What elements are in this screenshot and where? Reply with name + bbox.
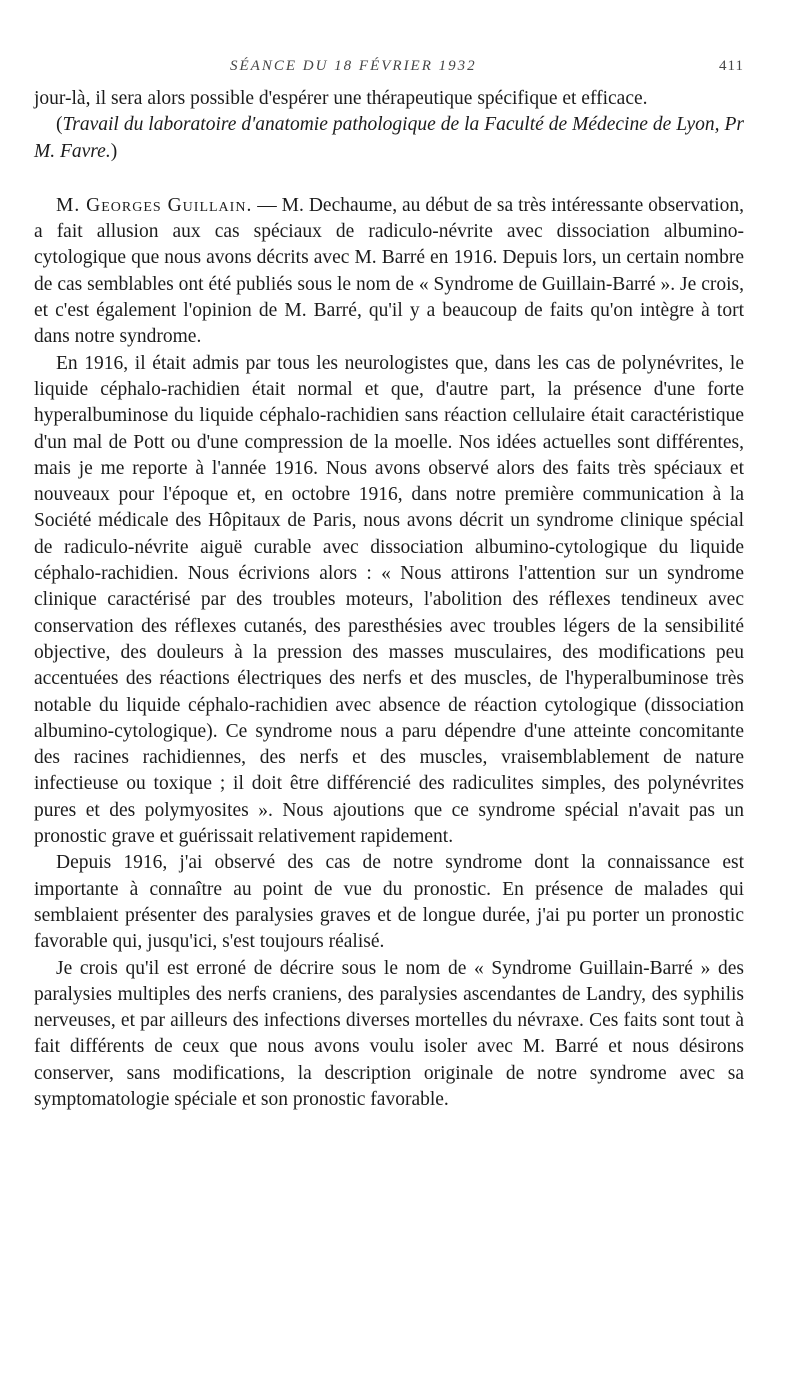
running-header: [34, 58, 744, 75]
lab-credit: (Travail du laboratoire d'anatomie pathologique de la Faculté de Médecine de Lyon, Pr M. Favre.): [34, 114, 744, 162]
paragraph-conclusion: Je crois qu'il est erroné de décrire sous le nom de « Syndrome Guillain-Barré » des paralysies multiples des nerfs craniens, des paralysies ascendantes de Landry, des syphilis nerveuses, et par ailleurs des infections diverses mortelles du névraxe. Ces faits sont tout à fait différents de ceux que nous avons voulu isoler avec M. Barré et nous désirons conserver, sans modifications, la description originale de notre syndrome avec sa symptomatologie spéciale et son pronostic favorable.: [34, 957, 744, 1110]
page-number: 411: [719, 58, 744, 74]
paragraph-history: En 1916, il était admis par tous les neurologistes que, dans les cas de polynévrites, le liquide céphalo-rachidien était normal et que, d'autre part, la présence d'une forte hyperalbuminose du liquide céphalo-rachidien sans réaction cellulaire était caractéristique d'un mal de Pott ou d'une compression de la moelle. Nos idées actuelles sont différentes, mais je me reporte à l'année 1916. Nous avons observé alors des faits très spéciaux et nouveaux pour l'époque et, en octobre 1916, dans notre première communication à la Société médicale des Hôpitaux de Paris, nous avons décrit un syndrome clinique spécial de radiculo-névrite aiguë curable avec dissociation albumino-cytologique du liquide céphalo-rachidien. Nous écrivions alors : « Nous attirons l'attention sur un syndrome clinique caractérisé par des troubles moteurs, l'abolition des réflexes tendineux avec conservation des réflexes cutanés, des paresthésies avec troubles légers de la sensibilité objective, des douleurs à la pression des masses musculaires, des modifications peu accentuées des réactions électriques des nerfs et des muscles, de l'hyperalbuminose très notable du liquide céphalo-rachidien avec absence de réaction cytologique (dissociation albumino-cytologique). Ce syndrome nous a paru dépendre d'une atteinte concomitante des racines rachidiennes, des nerfs et des muscles, vraisemblablement de nature infectieuse ou toxique ; il doit être différencié des radiculites simples, des polynévrites pures et des polymyosites ». Nous ajoutions que ce syndrome spécial n'avait pas un pronostic grave et guérissait relativement rapidement.: [34, 352, 744, 848]
paragraph-continuation: jour-là, il sera alors possible d'espérer une thérapeutique spécifique et efficace.: [34, 88, 648, 109]
section-gap: [34, 165, 744, 193]
discussion-intro-text: — M. Dechaume, au début de sa très intéressante observation, a fait allusion aux cas spéciaux de radiculo-névrite avec dissociation albumino-cytologique que nous avons décrits avec M. Barré en 1916. Depuis lors, un certain nombre de cas semblables ont été publiés sous le nom de « Syndrome de Guillain-Barré ». Je crois, et c'est également l'opinion de M. Barré, qu'il y a beaucoup de faits qu'on intègre à tort dans notre syndrome.: [34, 194, 744, 348]
speaker-name: M. Georges Guillain.: [56, 194, 253, 216]
body-text: [34, 86, 744, 1113]
header-title: SÉANCE DU 18 FÉVRIER 1932: [230, 58, 477, 74]
paragraph-prognosis: Depuis 1916, j'ai observé des cas de notre syndrome dont la connaissance est importante à connaître au point de vue du pronostic. En présence de malades qui semblaient présenter des paralysies graves et de longue durée, j'ai pu porter un pronostic favorable qui, jusqu'ici, s'est toujours réalisé.: [34, 852, 744, 953]
paragraph-discussion-intro: [34, 193, 744, 351]
lab-credit-text: Travail du laboratoire d'anatomie pathologique de la Faculté de Médecine de Lyon, Pr M. Favre.: [34, 114, 744, 162]
